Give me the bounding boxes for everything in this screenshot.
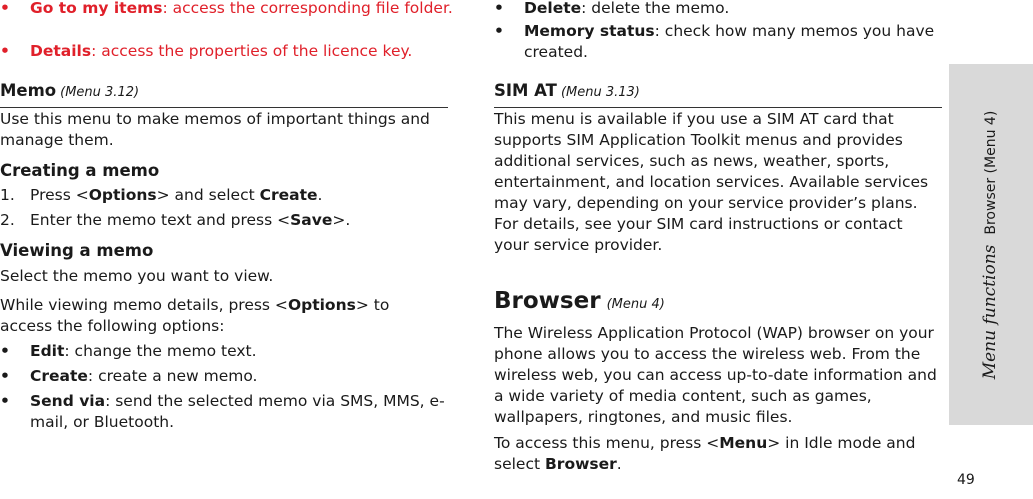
browser-text: The Wireless Application Protocol (WAP) browser on your phone allows you to access the wireless web. From the wireless web, you can access up-to-date information and a wide variety of media content, such as games, wallpapers, ringtones, and music files.: [494, 324, 937, 426]
step-1: 1. Press <Options> and select Create.: [0, 186, 323, 204]
viewing-options-text: While viewing memo details, press <Options> to access the following options:: [0, 296, 390, 335]
step-2: 2. Enter the memo text and press <Save>.: [0, 211, 351, 229]
memo-heading: Memo (Menu 3.12): [0, 80, 448, 108]
memo-intro: Use this menu to make memos of important things and manage them.: [0, 110, 430, 149]
browser-access-text: To access this menu, press <Menu> in Idle mode and select Browser.: [494, 434, 916, 473]
option-edit: • Edit: change the memo text.: [0, 341, 450, 362]
option-delete: • Delete: delete the memo.: [494, 0, 944, 19]
sim-at-heading: SIM AT (Menu 3.13): [494, 80, 942, 108]
option-send-via: • Send via: send the selected memo via SMS, MMS, e-mail, or Bluetooth.: [0, 391, 455, 433]
option-memory-status: • Memory status: check how many memos you have created.: [494, 21, 944, 63]
viewing-memo-heading: Viewing a memo: [0, 241, 154, 260]
sim-at-text: This menu is available if you use a SIM AT card that supports SIM Application Toolkit menus and provides additional services, such as news, weather, sports, entertainment, and location services. Available services may vary, depending on your service provider’s plans. For details, see your SIM card instructions or contact your service provider.: [494, 110, 929, 254]
browser-heading: Browser (Menu 4): [494, 288, 665, 314]
creating-memo-heading: Creating a memo: [0, 161, 160, 180]
bullet-go-to-my-items: • Go to my items: access the corresponding file folder.: [0, 0, 460, 19]
bullet-details: • Details: access the properties of the licence key.: [0, 41, 470, 62]
page-number: 49: [957, 472, 975, 488]
viewing-text: Select the memo you want to view.: [0, 267, 274, 285]
side-tab-label: Menu functionsBrowser (Menu 4): [980, 110, 1000, 380]
option-create: • Create: create a new memo.: [0, 366, 450, 387]
